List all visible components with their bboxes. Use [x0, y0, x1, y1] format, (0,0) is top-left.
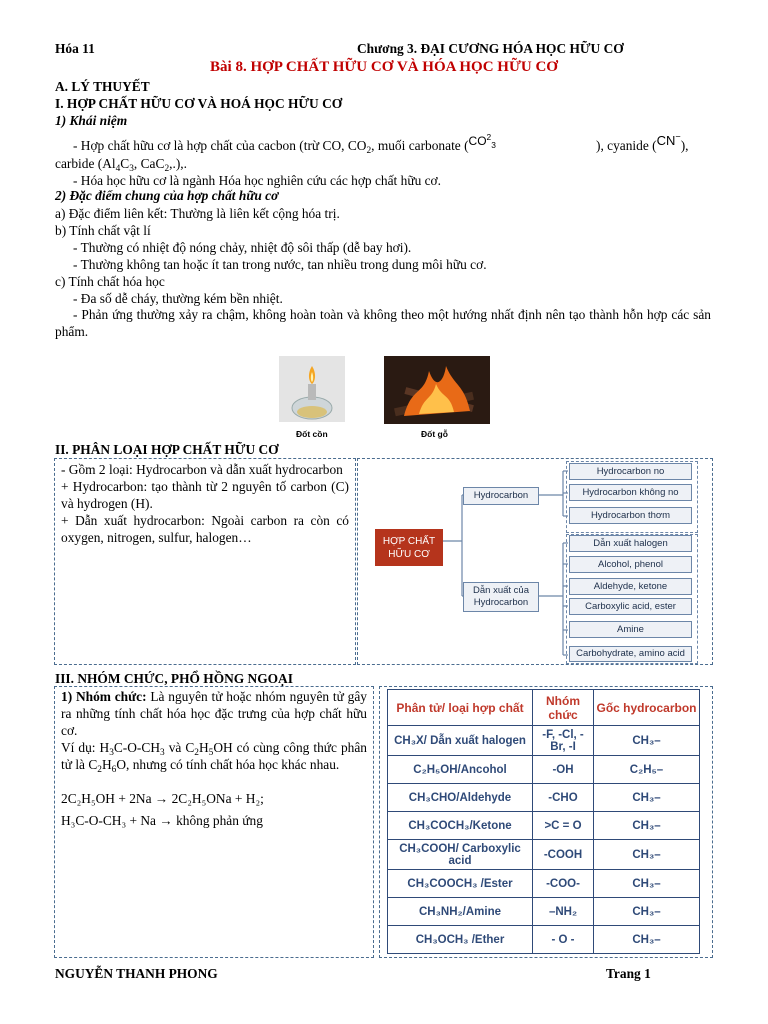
footer-author: NGUYỄN THANH PHONG — [55, 966, 218, 981]
table-row — [388, 784, 700, 812]
tree-leaf-derivative-1: Alcohol, phenol — [569, 556, 692, 573]
functional-group-table — [387, 689, 700, 954]
tree-leaf-derivative-0: Dẫn xuất halogen — [569, 535, 692, 552]
tree-node-hydrocarbon: Hydrocarbon — [463, 487, 539, 505]
caption-wood: Đốt gỗ — [421, 429, 448, 439]
header-subject: Hóa 11 — [55, 41, 95, 56]
feature-a: a) Đặc điểm liên kết: Thường là liên kết cộng hóa trị. — [55, 206, 340, 221]
cyanide-ion: CN− — [656, 131, 681, 148]
feature-c1: - Đa số dễ cháy, thường kém bền nhiệt. — [73, 291, 283, 306]
reaction-2: H₃C-O-CH₃ + Na → không phản ứng — [61, 813, 263, 828]
cell-radical: CH₃– — [594, 898, 700, 926]
table-row — [388, 756, 700, 784]
tree-leaf-hydrocarbon-2: Hydrocarbon thơm — [569, 507, 692, 524]
fire-icon — [384, 356, 490, 424]
cell-group: -CHO — [533, 784, 594, 812]
feature-c: c) Tính chất hóa học — [55, 274, 165, 289]
cell-compound: CH₃OCH₃ /Ether — [388, 926, 533, 954]
tree-leaf-derivative-4: Amine — [569, 621, 692, 638]
tree-root: HỢP CHẤT HỮU CƠ — [375, 529, 443, 566]
footer-page: Trang 1 — [606, 966, 651, 981]
tree-leaf-derivative-2: Aldehyde, ketone — [569, 578, 692, 595]
cell-radical: CH₃– — [594, 840, 700, 870]
classification-text — [61, 461, 349, 546]
classify-line-3: + Dẫn xuất hydrocarbon: Ngoài carbon ra còn có oxygen, nitrogen, sulfur, halogen… — [61, 513, 349, 545]
classify-line-2: + Hydrocarbon: tạo thành từ 2 nguyên tố carbon (C) và hydrogen (H). — [61, 479, 349, 511]
cell-group: -OH — [533, 756, 594, 784]
cell-group: -COOH — [533, 840, 594, 870]
feature-b1: - Thường có nhiệt độ nóng chảy, nhiệt độ sôi thấp (dễ bay hơi). — [73, 240, 412, 255]
subheading-2: 2) Đặc điểm chung của hợp chất hữu cơ — [55, 188, 279, 203]
cell-radical: CH₃– — [594, 812, 700, 840]
carbonate-ion: $CO^2_3$ — [468, 132, 496, 150]
functional-example: Ví dụ: $H_3C-O-CH_3$ và $C_2H_5OH$ có cùng công thức phân tử là $C_2H_6O$, nhưng có tính chất hóa học khác nhau. — [61, 740, 367, 775]
definition-line-3: - Hóa học hữu cơ là ngành Hóa học nghiên cứu các hợp chất hữu cơ. — [73, 173, 441, 188]
table-row — [388, 840, 700, 870]
header-radical: Gốc hydrocarbon — [594, 690, 700, 726]
feature-c2: - Phản ứng thường xảy ra chậm, không hoàn toàn và không theo một hướng nhất định nên tạo thành hỗn hợp các sản phẩm. — [55, 307, 711, 339]
tree-leaf-hydrocarbon-0: Hydrocarbon no — [569, 463, 692, 480]
table-header-row — [388, 690, 700, 726]
alcohol-lamp-image — [279, 356, 345, 422]
definition-line-2: carbide ($Al_4C_3$, CaC$_2$,.),. — [55, 156, 187, 174]
tree-leaf-derivative-5: Carbohydrate, amino acid — [569, 646, 692, 662]
functional-definition: 1) Nhóm chức: Là nguyên tử hoặc nhóm nguyên tử gây ra những tính chất hóa học đặc trưng của hợp chất hữu cơ. — [61, 689, 367, 738]
cell-radical: C₂H₅– — [594, 756, 700, 784]
cell-radical: CH₃– — [594, 870, 700, 898]
cyanide-text: ), cyanide (CN−), — [596, 131, 689, 153]
table-row — [388, 926, 700, 954]
alcohol-lamp-icon — [279, 356, 345, 422]
cell-compound: CH₃COCH₃/Ketone — [388, 812, 533, 840]
header-group: Nhóm chức — [533, 690, 594, 726]
caption-alcohol: Đốt cồn — [296, 429, 328, 439]
table-row — [388, 726, 700, 756]
cell-group: >C = O — [533, 812, 594, 840]
burning-wood-image — [384, 356, 490, 424]
cell-radical: CH₃– — [594, 784, 700, 812]
cell-compound: CH₃NH₂/Amine — [388, 898, 533, 926]
cell-compound: CH₃COOCH₃ /Ester — [388, 870, 533, 898]
subheading-1: 1) Khái niệm — [55, 113, 128, 128]
table-row — [388, 812, 700, 840]
cell-radical: CH₃– — [594, 726, 700, 756]
header-chapter: Chương 3. ĐẠI CƯƠNG HÓA HỌC HỮU CƠ — [357, 41, 624, 56]
cell-group: - O - — [533, 926, 594, 954]
cell-group: -COO- — [533, 870, 594, 898]
classify-line-1: - Gồm 2 loại: Hydrocarbon và dẫn xuất hydrocarbon — [61, 462, 343, 477]
cell-radical: CH₃– — [594, 926, 700, 954]
table-row — [388, 870, 700, 898]
cell-group: -F, -Cl, -Br, -I — [533, 726, 594, 756]
cell-group: –NH₂ — [533, 898, 594, 926]
section-ii: II. PHÂN LOẠI HỢP CHẤT HỮU CƠ — [55, 442, 279, 457]
tree-leaf-derivative-3: Carboxylic acid, ester — [569, 598, 692, 615]
tree-node-derivative: Dẫn xuất của Hydrocarbon — [463, 582, 539, 612]
cell-compound: CH₃X/ Dẫn xuất halogen — [388, 726, 533, 756]
page-title: Bài 8. HỢP CHẤT HỮU CƠ VÀ HÓA HỌC HỮU CƠ — [210, 59, 558, 75]
feature-b2: - Thường không tan hoặc ít tan trong nước, tan nhiều trong dung môi hữu cơ. — [73, 257, 487, 272]
section-i: I. HỢP CHẤT HỮU CƠ VÀ HOÁ HỌC HỮU CƠ — [55, 96, 343, 111]
cell-compound: C₂H₅OH/Ancohol — [388, 756, 533, 784]
table-row — [388, 898, 700, 926]
definition-line-1: - Hợp chất hữu cơ là hợp chất của cacbon (trừ CO, $CO_2$, muối carbonate ($CO^2_3$ — [73, 132, 496, 156]
reaction-1: 2C₂H₅OH + 2Na → 2C₂H₅ONa + H₂; — [61, 791, 264, 806]
feature-b: b) Tính chất vật lí — [55, 223, 151, 238]
tree-leaf-hydrocarbon-1: Hydrocarbon không no — [569, 484, 692, 501]
section-iii: III. NHÓM CHỨC, PHỔ HỒNG NGOẠI — [55, 671, 293, 686]
header-compound: Phân tử/ loại hợp chất — [388, 690, 533, 726]
cell-compound: CH₃COOH/ Carboxylic acid — [388, 840, 533, 870]
cell-compound: CH₃CHO/Aldehyde — [388, 784, 533, 812]
section-a: A. LÝ THUYẾT — [55, 79, 150, 94]
